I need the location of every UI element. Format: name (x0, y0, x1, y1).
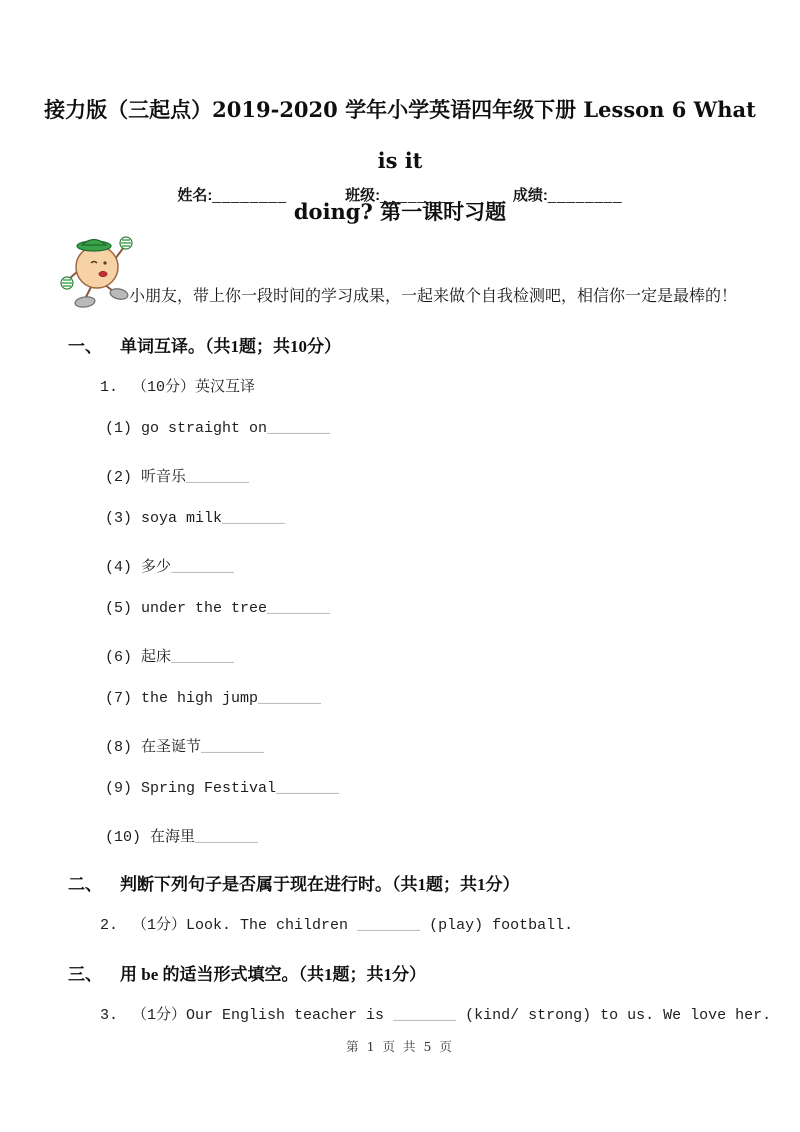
page-title-line1: 接力版（三起点）2019-2020 学年小学英语四年级下册 Lesson 6 What is it (44, 97, 756, 173)
section-3-heading (68, 960, 426, 985)
item-6-text: 起床 (132, 649, 172, 666)
score-blank: ________ (547, 187, 623, 204)
question-3-number: 3. (100, 1007, 119, 1024)
translation-item-6 (105, 645, 234, 666)
intro-text: 小朋友，带上你一段时间的学习成果，一起来做个自我检测吧，相信你一定是最棒的！ (129, 286, 738, 305)
section-3-title: 用 be 的适当形式填空。（共1题；共1分） (120, 965, 426, 984)
item-2-number: (2) (105, 469, 133, 486)
class-field (345, 184, 455, 205)
item-8-text: 在圣诞节 (132, 739, 202, 756)
item-9-text: Spring Festival (132, 780, 277, 797)
section-1-title: 单词互译。（共1题；共10分） (120, 337, 341, 356)
section-1-number: 一、 (68, 337, 102, 356)
translation-item-3 (105, 510, 285, 527)
item-10-text: 在海里 (141, 829, 196, 846)
item-1-number: (1) (105, 420, 133, 437)
section-2-title: 判断下列句子是否属于现在进行时。（共1题；共1分） (120, 875, 520, 894)
item-4-blank: _______ (171, 559, 235, 576)
question-1-text: （10分）英汉互译 (132, 379, 256, 396)
question-1-number: 1. (100, 379, 119, 396)
name-field (177, 184, 287, 205)
item-6-number: (6) (105, 649, 133, 666)
item-5-blank: _______ (267, 600, 331, 617)
translation-item-2 (105, 465, 249, 486)
section-2-number: 二、 (68, 875, 102, 894)
translation-item-7 (105, 690, 321, 707)
item-3-text: soya milk (132, 510, 223, 527)
score-label: 成绩: (512, 187, 548, 204)
page-title-line2: doing? 第一课时习题 (293, 199, 507, 224)
item-3-number: (3) (105, 510, 133, 527)
item-7-number: (7) (105, 690, 133, 707)
item-7-blank: _______ (258, 690, 322, 707)
item-10-blank: _______ (195, 829, 259, 846)
class-blank: ________ (380, 187, 455, 204)
student-info-row (0, 184, 800, 205)
item-2-blank: _______ (186, 469, 250, 486)
question-2-text-pre: （1分）Look. The children (132, 917, 358, 934)
translation-item-9 (105, 780, 339, 797)
section-3-number: 三、 (68, 965, 102, 984)
item-4-text: 多少 (132, 559, 172, 576)
class-label: 班级: (345, 187, 381, 204)
page-title (36, 84, 764, 237)
name-blank: ________ (212, 187, 288, 204)
mascot-boy-icon (58, 226, 140, 312)
question-3-blank: _______ (393, 1007, 457, 1024)
item-10-number: (10) (105, 829, 142, 846)
item-7-text: the high jump (132, 690, 259, 707)
item-8-number: (8) (105, 739, 133, 756)
item-6-blank: _______ (171, 649, 235, 666)
item-1-text: go straight on (132, 420, 268, 437)
translation-item-10 (105, 825, 258, 846)
item-1-blank: _______ (267, 420, 331, 437)
question-2-blank: _______ (357, 917, 421, 934)
item-8-blank: _______ (201, 739, 265, 756)
translation-item-5 (105, 600, 330, 617)
item-9-number: (9) (105, 780, 133, 797)
question-1 (100, 375, 255, 396)
item-9-blank: _______ (276, 780, 340, 797)
question-2-text-post: (play) football. (420, 917, 574, 934)
score-field (513, 184, 623, 205)
question-3 (100, 1003, 771, 1024)
question-2-number: 2. (100, 917, 119, 934)
question-3-text-post: (kind/ strong) to us. We love her. (456, 1007, 772, 1024)
item-4-number: (4) (105, 559, 133, 576)
section-1-heading (68, 332, 341, 357)
item-5-number: (5) (105, 600, 133, 617)
item-3-blank: _______ (222, 510, 286, 527)
item-2-text: 听音乐 (132, 469, 187, 486)
translation-item-1 (105, 420, 330, 437)
item-5-text: under the tree (132, 600, 268, 617)
question-3-text-pre: （1分）Our English teacher is (132, 1007, 394, 1024)
section-2-heading (68, 870, 520, 895)
name-label: 姓名: (177, 187, 213, 204)
page-footer: 第 1 页 共 5 页 (346, 1039, 454, 1054)
translation-item-4 (105, 555, 234, 576)
question-2 (100, 913, 573, 934)
translation-item-8 (105, 735, 264, 756)
